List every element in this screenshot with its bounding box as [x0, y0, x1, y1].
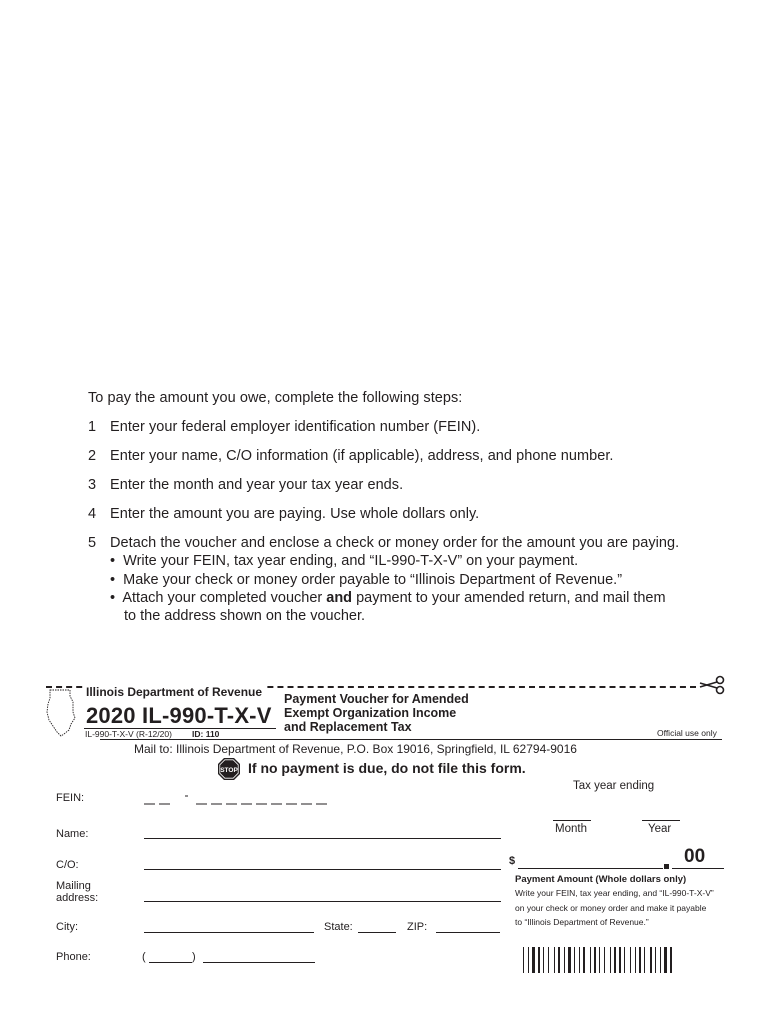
subtitle-line-2: Exempt Organization Income [284, 706, 457, 720]
header-rule [100, 739, 722, 740]
barcode-bar [655, 947, 656, 973]
barcode-bar [554, 947, 555, 973]
cents-value: 00 [684, 846, 706, 867]
step-number: 4 [88, 506, 97, 522]
barcode-bar [635, 947, 636, 973]
step-2 [88, 448, 614, 464]
phone-paren-open: ( [142, 951, 146, 963]
barcode-bar [594, 947, 596, 973]
barcode-bar [548, 947, 549, 973]
bullet-text: Make your check or money order payable to “Illinois Department of Revenue.” [123, 572, 623, 588]
bullet-text-post: payment to your amended return, and mail them [352, 590, 666, 606]
mailing-label-line-2: address: [56, 892, 99, 904]
month-label: Month [555, 823, 587, 835]
barcode-bar [660, 947, 661, 973]
city-label: City: [56, 921, 78, 933]
co-label: C/O: [56, 859, 79, 871]
barcode-bar [579, 947, 580, 973]
barcode-bar [670, 947, 672, 973]
fein-label: FEIN: [56, 792, 85, 804]
mail-to-address: Mail to: Illinois Department of Revenue, P.O. Box 19016, Springfield, IL 62794-9016 [134, 742, 577, 756]
barcode-bar [564, 947, 565, 973]
voucher-subtitle [284, 692, 469, 734]
step-number: 3 [88, 477, 97, 493]
payment-note-line-2: on your check or money order and make it payable [515, 903, 707, 913]
barcode-bar [639, 947, 641, 973]
step-4 [88, 506, 479, 522]
barcode-bar [568, 947, 571, 973]
bullet-text-bold: and [326, 590, 353, 606]
mailing-address-input[interactable] [144, 901, 501, 902]
barcode-bar [528, 947, 529, 973]
barcode-bar [558, 947, 560, 973]
name-label: Name: [56, 828, 89, 840]
city-input[interactable] [144, 932, 314, 933]
payment-note-line-3: to “Illinois Department of Revenue.” [515, 917, 649, 927]
phone-area-code-input[interactable] [149, 962, 192, 963]
barcode-bar [538, 947, 540, 973]
zip-label: ZIP: [407, 921, 428, 933]
step-number: 5 [88, 535, 97, 551]
barcode-bar [599, 947, 600, 973]
no-payment-notice: If no payment is due, do not file this form. [248, 760, 526, 776]
department-name: Illinois Department of Revenue [86, 685, 263, 699]
co-input[interactable] [144, 869, 501, 870]
name-input[interactable] [144, 838, 501, 839]
scissors-icon [698, 674, 726, 701]
bullet-text-pre: Attach your completed voucher [122, 590, 327, 606]
barcode-bar [644, 947, 645, 973]
barcode-bar [532, 947, 535, 973]
barcode-bar [574, 947, 575, 973]
zip-input[interactable] [436, 932, 500, 933]
phone-paren-close: ) [192, 951, 196, 963]
bullet-text: Write your FEIN, tax year ending, and “IL-990-T-X-V” on your payment. [123, 553, 579, 569]
barcode [523, 947, 723, 978]
tax-year-month-input[interactable] [553, 820, 591, 821]
instructions-intro: To pay the amount you owe, complete the following steps: [88, 390, 463, 406]
barcode-bar [614, 947, 616, 973]
illinois-map-icon [44, 688, 78, 743]
step-text: Enter the month and year your tax year ends. [110, 477, 404, 493]
barcode-bar [590, 947, 591, 973]
subtitle-line-3: and Replacement Tax [284, 720, 412, 734]
payment-amount-input[interactable] [518, 868, 663, 869]
barcode-bar [664, 947, 667, 973]
bullet-3-continued: to the address shown on the voucher. [124, 608, 366, 624]
payment-amount-label: Payment Amount (Whole dollars only) [515, 874, 687, 885]
barcode-bar [630, 947, 631, 973]
step-text: Enter your name, C/O information (if applicable), address, and phone number. [110, 448, 614, 464]
step-text: Enter your federal employer identification number (FEIN). [110, 419, 481, 435]
tax-year-ending-label: Tax year ending [573, 780, 655, 792]
state-input[interactable] [358, 932, 396, 933]
subtitle-line-1: Payment Voucher for Amended [284, 692, 469, 706]
form-title: 2020 IL-990-T-X-V [86, 703, 272, 728]
step-number: 1 [88, 419, 97, 435]
cents-rule [672, 868, 724, 869]
step-3 [88, 477, 403, 493]
tax-year-year-input[interactable] [642, 820, 680, 821]
form-id: ID: 110 [192, 729, 220, 739]
year-label: Year [648, 823, 672, 835]
dollar-sign: $ [509, 855, 516, 867]
decimal-point [664, 864, 669, 869]
phone-number-input[interactable] [203, 962, 315, 963]
phone-label: Phone: [56, 951, 91, 963]
barcode-bar [543, 947, 544, 973]
bullet-1: • Write your FEIN, tax year ending, and “IL-990-T-X-V” on your payment. [110, 553, 579, 569]
step-1 [88, 419, 480, 435]
payment-note-line-1: Write your FEIN, tax year ending, and “IL-990-T-X-V” [515, 888, 714, 898]
step-5 [88, 535, 679, 551]
barcode-bar [583, 947, 585, 973]
step-number: 2 [88, 448, 97, 464]
barcode-bar [610, 947, 611, 973]
fein-input[interactable] [144, 792, 348, 806]
barcode-bar [523, 947, 524, 973]
step-text: Detach the voucher and enclose a check or money order for the amount you are paying. [110, 535, 680, 551]
state-label: State: [324, 921, 353, 933]
stop-sign-text: STOP [220, 767, 238, 774]
barcode-bar [624, 947, 625, 973]
mailing-label-line-1: Mailing [56, 880, 91, 892]
bullet-3: • Attach your completed voucher and payment to your amended return, and mail them [110, 590, 666, 606]
stop-sign-icon [217, 757, 241, 786]
barcode-bar [650, 947, 652, 973]
form-revision: IL-990-T-X-V (R-12/20) [85, 729, 172, 739]
step-text: Enter the amount you are paying. Use whole dollars only. [110, 506, 480, 522]
bullet-2: • Make your check or money order payable to “Illinois Department of Revenue.” [110, 572, 623, 588]
mailing-address-label [56, 880, 98, 904]
barcode-bar [619, 947, 621, 973]
barcode-bar [604, 947, 605, 973]
official-use-label: Official use only [657, 728, 717, 738]
